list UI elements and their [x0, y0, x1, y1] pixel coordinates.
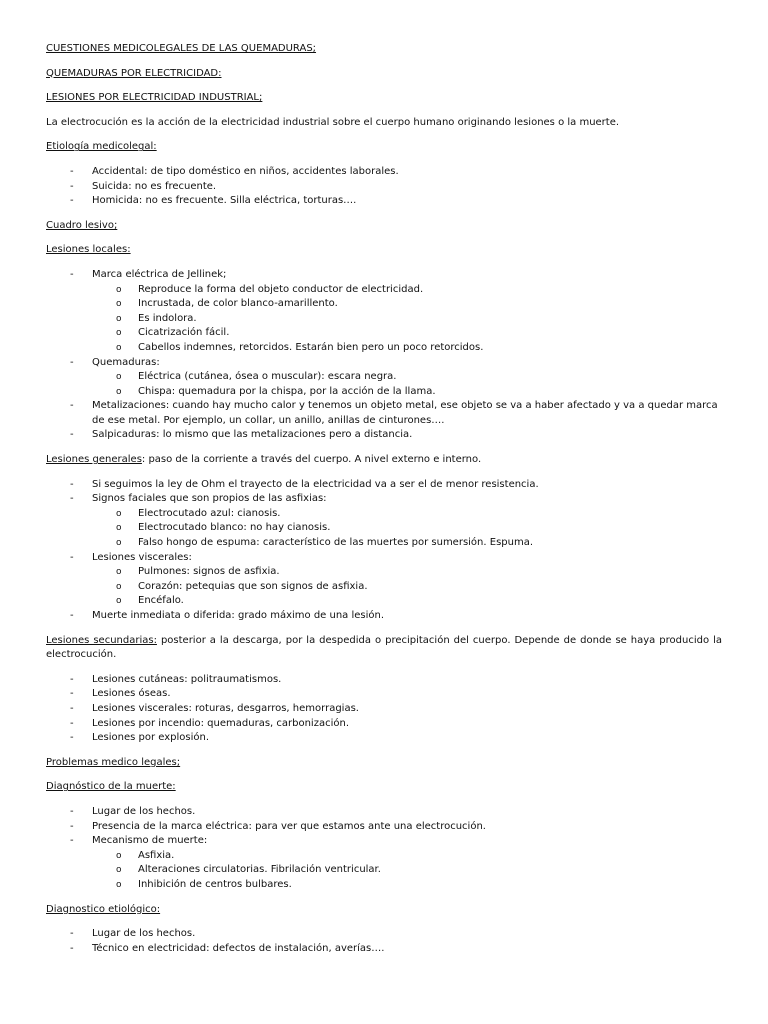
list-item: - Metalizaciones: cuando hay mucho calor y tenemos un objeto metal, ese objeto se va a haber afectado y va a quedar marca de ese metal. Por ejemplo, un collar, un anillo, anillas de cinturones….	[70, 400, 718, 426]
sub-list-item: o Cicatrización fácil.	[46, 326, 722, 341]
list-item: - Suicida: no es frecuente.	[46, 180, 722, 195]
circle-bullet: o	[116, 567, 122, 578]
circle-bullet: o	[116, 508, 122, 519]
list-item: - Salpicaduras: lo mismo que las metalizaciones pero a distancia.	[46, 428, 722, 443]
diagnostico-etiologico-list	[46, 927, 722, 956]
list-item: - Mecanismo de muerte:	[46, 834, 722, 849]
list-item: - Lesiones cutáneas: politraumatismos.	[46, 673, 722, 688]
dash-bullet: -	[70, 400, 74, 412]
circle-bullet: o	[116, 850, 122, 861]
list-item: - Muerte inmediata o diferida: grado máximo de una lesión.	[46, 609, 722, 624]
sub-list-item: o Cabellos indemnes, retorcidos. Estarán bien pero un poco retorcidos.	[46, 341, 722, 356]
intro-paragraph: La electrocución es la acción de la electricidad industrial sobre el cuerpo humano originando lesiones o la muerte.	[46, 116, 620, 128]
sub-list-item: o Asfixia.	[46, 849, 722, 864]
sub-list-item: o Es indolora.	[46, 312, 722, 327]
circle-bullet: o	[116, 342, 122, 353]
circle-bullet: o	[116, 879, 122, 890]
circle-bullet: o	[116, 299, 122, 310]
heading-diagnostico-muerte: Diagnóstico de la muerte:	[46, 781, 176, 793]
section-title-industrial: LESIONES POR ELECTRICIDAD INDUSTRIAL;	[46, 92, 263, 104]
dash-bullet: -	[70, 673, 74, 685]
etiologia-list	[46, 165, 722, 209]
sub-list-item: o Incrustada, de color blanco-amarillento.	[46, 297, 722, 312]
dash-bullet: -	[70, 551, 74, 563]
list-item: - Si seguimos la ley de Ohm el trayecto de la electricidad va a ser el de menor resistencia.	[46, 478, 722, 493]
list-item: - Lesiones viscerales: roturas, desgarros, hemorragias.	[46, 702, 722, 717]
dash-bullet: -	[70, 429, 74, 441]
circle-bullet: o	[116, 523, 122, 534]
list-item: - Lesiones por explosión.	[46, 731, 722, 746]
list-item: - Lesiones por incendio: quemaduras, carbonización.	[46, 717, 722, 732]
dash-bullet: -	[70, 942, 74, 954]
list-item: - Técnico en electricidad: defectos de instalación, averías….	[46, 942, 722, 957]
heading-lesiones-locales: Lesiones locales:	[46, 244, 131, 256]
heading-cuadro-lesivo: Cuadro lesivo;	[46, 219, 118, 231]
list-item: - Signos faciales que son propios de las asfixias:	[46, 492, 722, 507]
dash-bullet: -	[70, 928, 74, 940]
list-item: - Lugar de los hechos.	[46, 927, 722, 942]
document-body	[46, 42, 722, 966]
list-item: - Lesiones viscerales:	[46, 551, 722, 566]
circle-bullet: o	[116, 538, 122, 549]
lesiones-secundarias-label: Lesiones secundarias:	[46, 634, 157, 646]
list-item: - Homicida: no es frecuente. Silla eléctrica, torturas….	[46, 194, 722, 209]
lesiones-secundarias-list	[46, 673, 722, 746]
sub-list-item: o Reproduce la forma del objeto conductor de electricidad.	[46, 283, 722, 298]
list-item: - Presencia de la marca eléctrica: para ver que estamos ante una electrocución.	[46, 820, 722, 835]
dash-bullet: -	[70, 356, 74, 368]
dash-bullet: -	[70, 805, 74, 817]
dash-bullet: -	[70, 610, 74, 621]
list-item: - Lesiones óseas.	[46, 687, 722, 702]
heading-problemas: Problemas medico legales;	[46, 756, 181, 768]
dash-bullet: -	[70, 180, 74, 192]
circle-bullet: o	[116, 313, 122, 324]
lesiones-locales-list	[46, 268, 722, 443]
section-title-electricidad: QUEMADURAS POR ELECTRICIDAD:	[46, 67, 222, 79]
dash-bullet: -	[70, 717, 74, 729]
dash-bullet: -	[70, 478, 74, 490]
sub-list-item: o Chispa: quemadura por la chispa, por la acción de la llama.	[46, 385, 722, 400]
circle-bullet: o	[116, 581, 122, 592]
lesiones-generales-paragraph: Lesiones generales: paso de la corriente a través del cuerpo. A nivel externo e interno.	[46, 454, 482, 466]
circle-bullet: o	[116, 386, 122, 397]
sub-list-item: o Encéfalo.	[46, 594, 722, 609]
sub-list-item: o Pulmones: signos de asfixia.	[46, 565, 722, 580]
dash-bullet: -	[70, 702, 74, 714]
lesiones-generales-list	[46, 478, 722, 624]
doc-title: CUESTIONES MEDICOLEGALES DE LAS QUEMADURAS;	[46, 43, 317, 54]
sub-list-item: o Eléctrica (cutánea, ósea o muscular): escara negra.	[46, 370, 722, 385]
sub-list-item: o Corazón: petequias que son signos de asfixia.	[46, 580, 722, 595]
circle-bullet: o	[116, 596, 122, 607]
dash-bullet: -	[70, 268, 74, 280]
circle-bullet: o	[116, 284, 122, 295]
dash-bullet: -	[70, 688, 74, 700]
sub-list-item: o Inhibición de centros bulbares.	[46, 878, 722, 893]
circle-bullet: o	[116, 372, 122, 383]
list-item: - Quemaduras:	[46, 356, 722, 371]
dash-bullet: -	[70, 835, 74, 847]
list-item: - Accidental: de tipo doméstico en niños, accidentes laborales.	[46, 165, 722, 180]
lesiones-secundarias-paragraph: Lesiones secundarias: posterior a la descarga, por la despedida o precipitación del cuerpo. Depende de donde se haya producido la electrocución.	[46, 634, 722, 661]
sub-list-item: o Electrocutado azul: cianosis.	[46, 507, 722, 522]
dash-bullet: -	[70, 820, 74, 832]
circle-bullet: o	[116, 328, 122, 339]
sub-list-item: o Alteraciones circulatorias. Fibrilación ventricular.	[46, 863, 722, 878]
diagnostico-muerte-list	[46, 805, 722, 893]
heading-diagnostico-etiologico: Diagnostico etiológico:	[46, 903, 161, 915]
list-item: - Marca eléctrica de Jellinek;	[46, 268, 722, 283]
heading-etiologia: Etiología medicolegal:	[46, 141, 157, 153]
circle-bullet: o	[116, 865, 122, 876]
dash-bullet: -	[70, 195, 74, 207]
dash-bullet: -	[70, 732, 74, 744]
sub-list-item: o Electrocutado blanco: no hay cianosis.	[46, 521, 722, 536]
sub-list-item: o Falso hongo de espuma: característico de las muertes por sumersión. Espuma.	[46, 536, 722, 551]
list-item: - Lugar de los hechos.	[46, 805, 722, 820]
dash-bullet: -	[70, 493, 74, 505]
lesiones-generales-label: Lesiones generales	[46, 454, 142, 466]
dash-bullet: -	[70, 165, 74, 177]
